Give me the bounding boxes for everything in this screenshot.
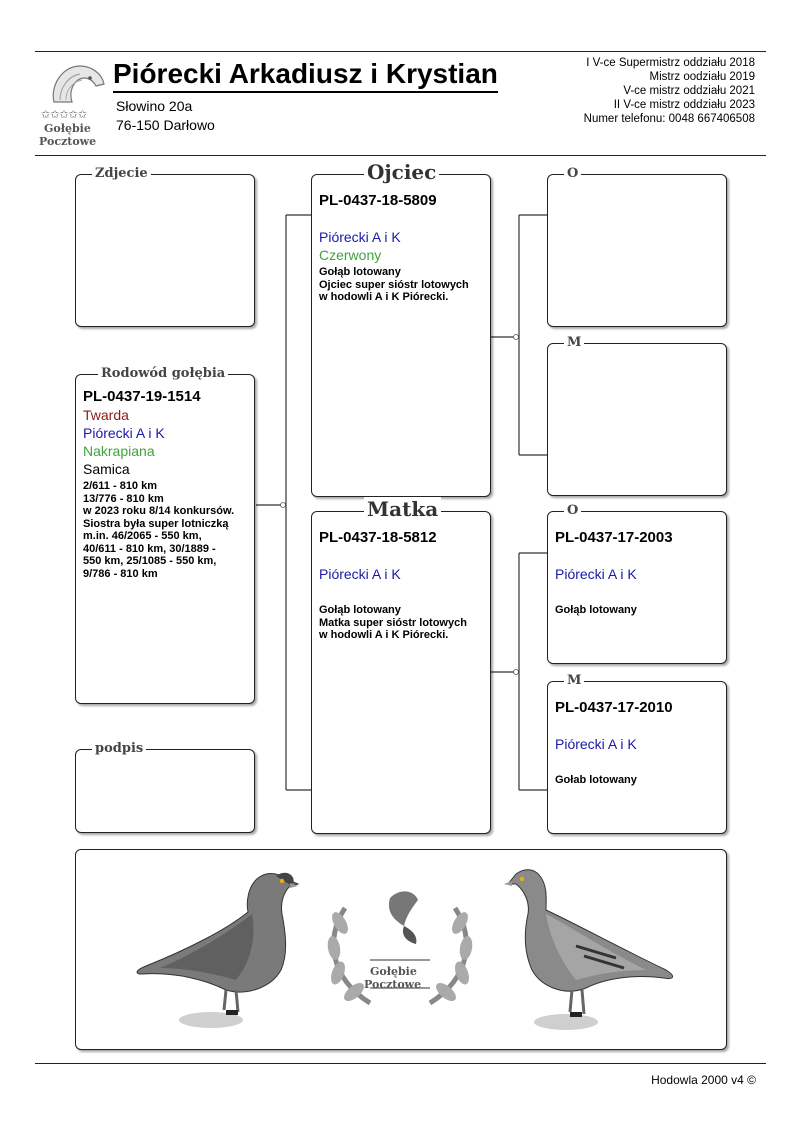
note-line: w 2023 roku 8/14 konkursów. — [83, 505, 235, 517]
note-line: Gołąb lotowany — [319, 266, 401, 278]
logo-text-line2: Pocztowe — [39, 135, 97, 148]
note-line: Siostra była super lotniczką — [83, 517, 229, 530]
pigeon-legend: Rodowód gołębia — [98, 366, 228, 381]
pigeon-notes — [83, 480, 234, 580]
footer-version: Hodowla 2000 v4 © — [651, 1073, 756, 1087]
title-line: II V-ce mistrz oddziału 2023 — [613, 99, 755, 111]
title-line: I V-ce Supermistrz oddziału 2018 — [586, 57, 755, 69]
maternal-grandfather-legend: O — [564, 503, 581, 518]
left-pigeon-icon — [137, 873, 298, 1028]
signature-legend: podpis — [92, 741, 146, 756]
svg-text:✩✩✩✩✩: ✩✩✩✩✩ — [41, 108, 88, 121]
note-line: 9/786 - 810 km — [83, 567, 158, 580]
father-breeder: Piórecki A i K — [319, 229, 401, 245]
father-color: Czerwony — [319, 247, 382, 263]
note-line: 40/611 - 810 km, 30/1889 - — [83, 542, 216, 555]
maternal-grandmother-legend: M — [564, 673, 584, 688]
paternal-grandmother-box — [547, 335, 727, 496]
logo-text-line1: Gołębie — [44, 122, 91, 135]
footer-rule — [35, 1063, 766, 1064]
signature-box — [75, 741, 255, 833]
pigeon-breeder: Piórecki A i K — [83, 425, 165, 441]
maternal-grandfather-breeder: Piórecki A i K — [555, 566, 637, 582]
mother-legend: Matka — [364, 497, 441, 521]
father-legend: Ojciec — [364, 160, 439, 184]
paternal-grandfather-legend: O — [564, 166, 581, 181]
maternal-grandmother-note: Gołab lotowany — [555, 774, 637, 786]
maternal-grandfather-ring-number: PL-0437-17-2003 — [555, 529, 673, 546]
maternal-grandmother-ring-number: PL-0437-17-2010 — [555, 699, 673, 716]
address-line2: 76-150 Darłowo — [116, 117, 215, 133]
title-line: V-ce mistrz oddziału 2021 — [623, 85, 755, 97]
note-line: Matka super sióstr lotowych — [319, 616, 467, 629]
father-ring-number: PL-0437-18-5809 — [319, 192, 437, 209]
illustration-banner — [75, 849, 727, 1050]
mother-ring-number: PL-0437-18-5812 — [319, 529, 437, 546]
father-notes — [319, 266, 469, 304]
pigeon-sex: Samica — [83, 461, 130, 477]
note-line: m.in. 46/2065 - 550 km, — [83, 530, 202, 542]
father-box — [311, 160, 491, 497]
right-pigeon-icon — [504, 870, 673, 1030]
note-line: w hodowli A i K Piórecki. — [319, 291, 449, 303]
photo-legend: Zdjecie — [92, 166, 151, 181]
pigeon-box — [75, 366, 255, 704]
emblem-text-line1: Gołębie — [370, 965, 417, 978]
emblem-text-line2: Pocztowe — [364, 978, 422, 991]
pigeons-illustration — [76, 850, 725, 1048]
phone-number: Numer telefonu: 0048 667406508 — [583, 113, 755, 125]
pigeon-color: Nakrapiana — [83, 443, 155, 459]
note-line: 2/611 - 810 km — [83, 480, 158, 492]
pigeon-ring-number: PL-0437-19-1514 — [83, 388, 201, 405]
paternal-grandfather-box — [547, 166, 727, 327]
maternal-grandfather-note: Gołąb lotowany — [555, 604, 637, 616]
maternal-grandmother-box — [547, 673, 727, 834]
note-line: 550 km, 25/1085 - 550 km, — [83, 555, 217, 567]
title-line: Mistrz oodziału 2019 — [649, 71, 755, 83]
note-line: w hodowli A i K Piórecki. — [319, 629, 449, 641]
paternal-grandmother-legend: M — [564, 335, 584, 350]
note-line: Ojciec super sióstr lotowych — [319, 278, 469, 291]
note-line: 13/776 - 810 km — [83, 492, 164, 505]
maternal-grandfather-box — [547, 503, 727, 664]
pigeon-name: Twarda — [83, 407, 129, 423]
maternal-grandmother-breeder: Piórecki A i K — [555, 736, 637, 752]
mother-box — [311, 497, 491, 834]
note-line: Gołąb lotowany — [319, 604, 401, 616]
address-line1: Słowino 20a — [116, 98, 193, 114]
breeder-name: Piórecki Arkadiusz i Krystian — [113, 58, 498, 93]
photo-box — [75, 166, 255, 327]
mother-notes — [319, 604, 467, 642]
mother-breeder: Piórecki A i K — [319, 566, 401, 582]
